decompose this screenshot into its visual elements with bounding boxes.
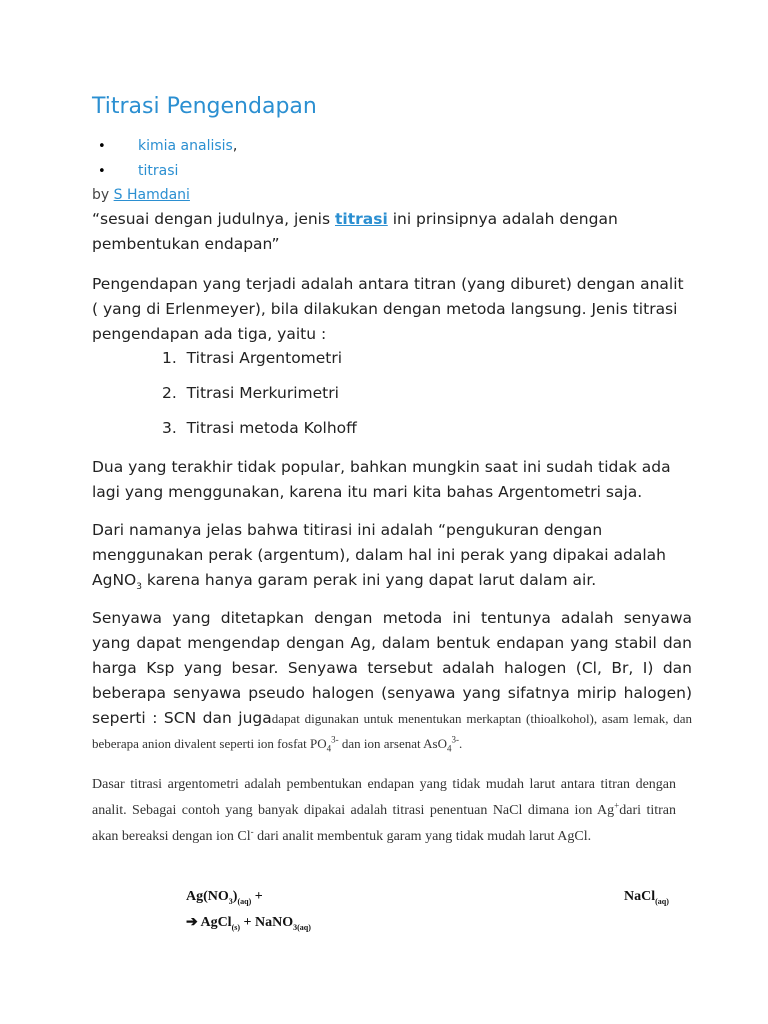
intro-quote <box>92 207 692 257</box>
list-item <box>162 381 357 416</box>
subscript: 4 <box>326 743 332 754</box>
tag-titrasi-wrap <box>138 159 178 184</box>
paragraph-2: Dua yang terakhir tidak popular, bahkan mungkin saat ini sudah tidak ada lagi yang menggunakan, karena itu mari kita bahas Argentometri saja. <box>92 458 671 501</box>
para5-text-mid: dari titran akan bereaksi dengan ion Cl <box>92 803 676 844</box>
tag-link-titrasi[interactable]: titrasi <box>138 163 179 179</box>
list-number: 3. <box>162 419 177 437</box>
para3-text-end: karena hanya garam perak ini yang dapat larut dalam air. <box>141 571 597 589</box>
eq-paren: ) <box>232 889 238 904</box>
intro-text: “sesuai dengan judulnya, jenis <box>92 210 335 228</box>
list-label: Titrasi Argentometri <box>186 349 343 367</box>
subscript: 4 <box>446 743 452 754</box>
list-item <box>162 346 357 381</box>
superscript: 3- <box>331 734 339 745</box>
tag-link-kimia-analisis[interactable]: kimia analisis <box>138 138 233 154</box>
subscript: 3 <box>293 922 298 932</box>
eq-plus: + <box>251 889 263 904</box>
state-label: (aq) <box>237 896 252 906</box>
para5-text-end: dari analit membentuk garam yang tidak mudah larut AgCl. <box>253 829 592 844</box>
list-number: 2. <box>162 384 177 402</box>
paragraph-4 <box>92 606 692 756</box>
list-item <box>162 416 357 451</box>
subscript: 3 <box>136 582 142 593</box>
para3-text: Dari namanya jelas bahwa titirasi ini adalah “pengukuran dengan menggunakan perak (argentum), dalam hal ini perak yang dipakai adalah AgNO <box>92 521 667 589</box>
superscript: 3- <box>451 734 459 745</box>
eq-agcl: AgCl <box>197 915 232 930</box>
paragraph-5 <box>92 772 676 850</box>
author-link[interactable]: S Hamdani <box>113 187 190 203</box>
byline-prefix: by <box>92 187 114 203</box>
equation-reactant-1 <box>186 889 263 905</box>
titration-types-list <box>162 346 357 451</box>
para4-text: Senyawa yang ditetapkan dengan metoda ini tentunya adalah senyawa yang dapat mengendap dengan Ag, dalam bentuk endapan yang stabil dan harga Ksp yang besar. Senyawa tersebut adalah halogen (Cl, Br, I) dan beberapa senyawa pseudo halogen (senyawa yang sifatnya mirip halogen) seperti : SCN dan juga <box>92 609 692 727</box>
byline <box>92 184 190 206</box>
para4-serif-text: dapat digunakan untuk menentukan merkaptan (thioalkohol), asam lemak, dan beberapa anion divalent seperti ion fosfat PO <box>92 711 692 751</box>
subscript: 3 <box>228 896 233 906</box>
superscript: - <box>250 826 254 837</box>
superscript: + <box>614 800 620 811</box>
page-title: Titrasi Pengendapan <box>92 94 317 119</box>
state-label: (aq) <box>297 922 311 932</box>
para4-serif-mid: dan ion arsenat AsO <box>338 736 447 751</box>
paragraph-3 <box>92 518 692 593</box>
list-number: 1. <box>162 349 177 367</box>
equation-reactant-2 <box>624 889 669 905</box>
para5-text: Dasar titrasi argentometri adalah pembentukan endapan yang tidak mudah larut antara titran dengan analit. Sebagai contoh yang banyak dipakai adalah titrasi penentuan NaCl dimana ion Ag <box>92 777 676 818</box>
eq-nacl: NaCl <box>624 889 656 904</box>
eq-agno3: Ag(NO <box>186 889 229 904</box>
list-label: Titrasi Merkurimetri <box>186 384 339 402</box>
state-label: (s) <box>231 922 241 932</box>
equation-products <box>186 914 311 931</box>
paragraph-1: Pengendapan yang terjadi adalah antara titran (yang diburet) dengan analit ( yang di Erlenmeyer), bila dilakukan dengan metoda langsung. Jenis titrasi pengendapan ada tiga, yaitu : <box>92 275 684 343</box>
list-label: Titrasi metoda Kolhoff <box>186 419 357 437</box>
tag-kimia-analisis-wrap <box>138 134 237 159</box>
bullet-icon: • <box>98 139 106 154</box>
arrow-right-icon: ➔ <box>186 915 198 930</box>
para4-end: . <box>458 736 463 751</box>
tag-separator: , <box>232 138 238 154</box>
state-label: (aq) <box>655 896 669 906</box>
intro-text-end: ini prinsipnya adalah dengan pembentukan endapan” <box>92 210 618 253</box>
bullet-icon: • <box>98 164 106 179</box>
titrasi-link[interactable]: titrasi <box>334 210 388 228</box>
eq-nano3: + NaNO <box>240 915 294 930</box>
